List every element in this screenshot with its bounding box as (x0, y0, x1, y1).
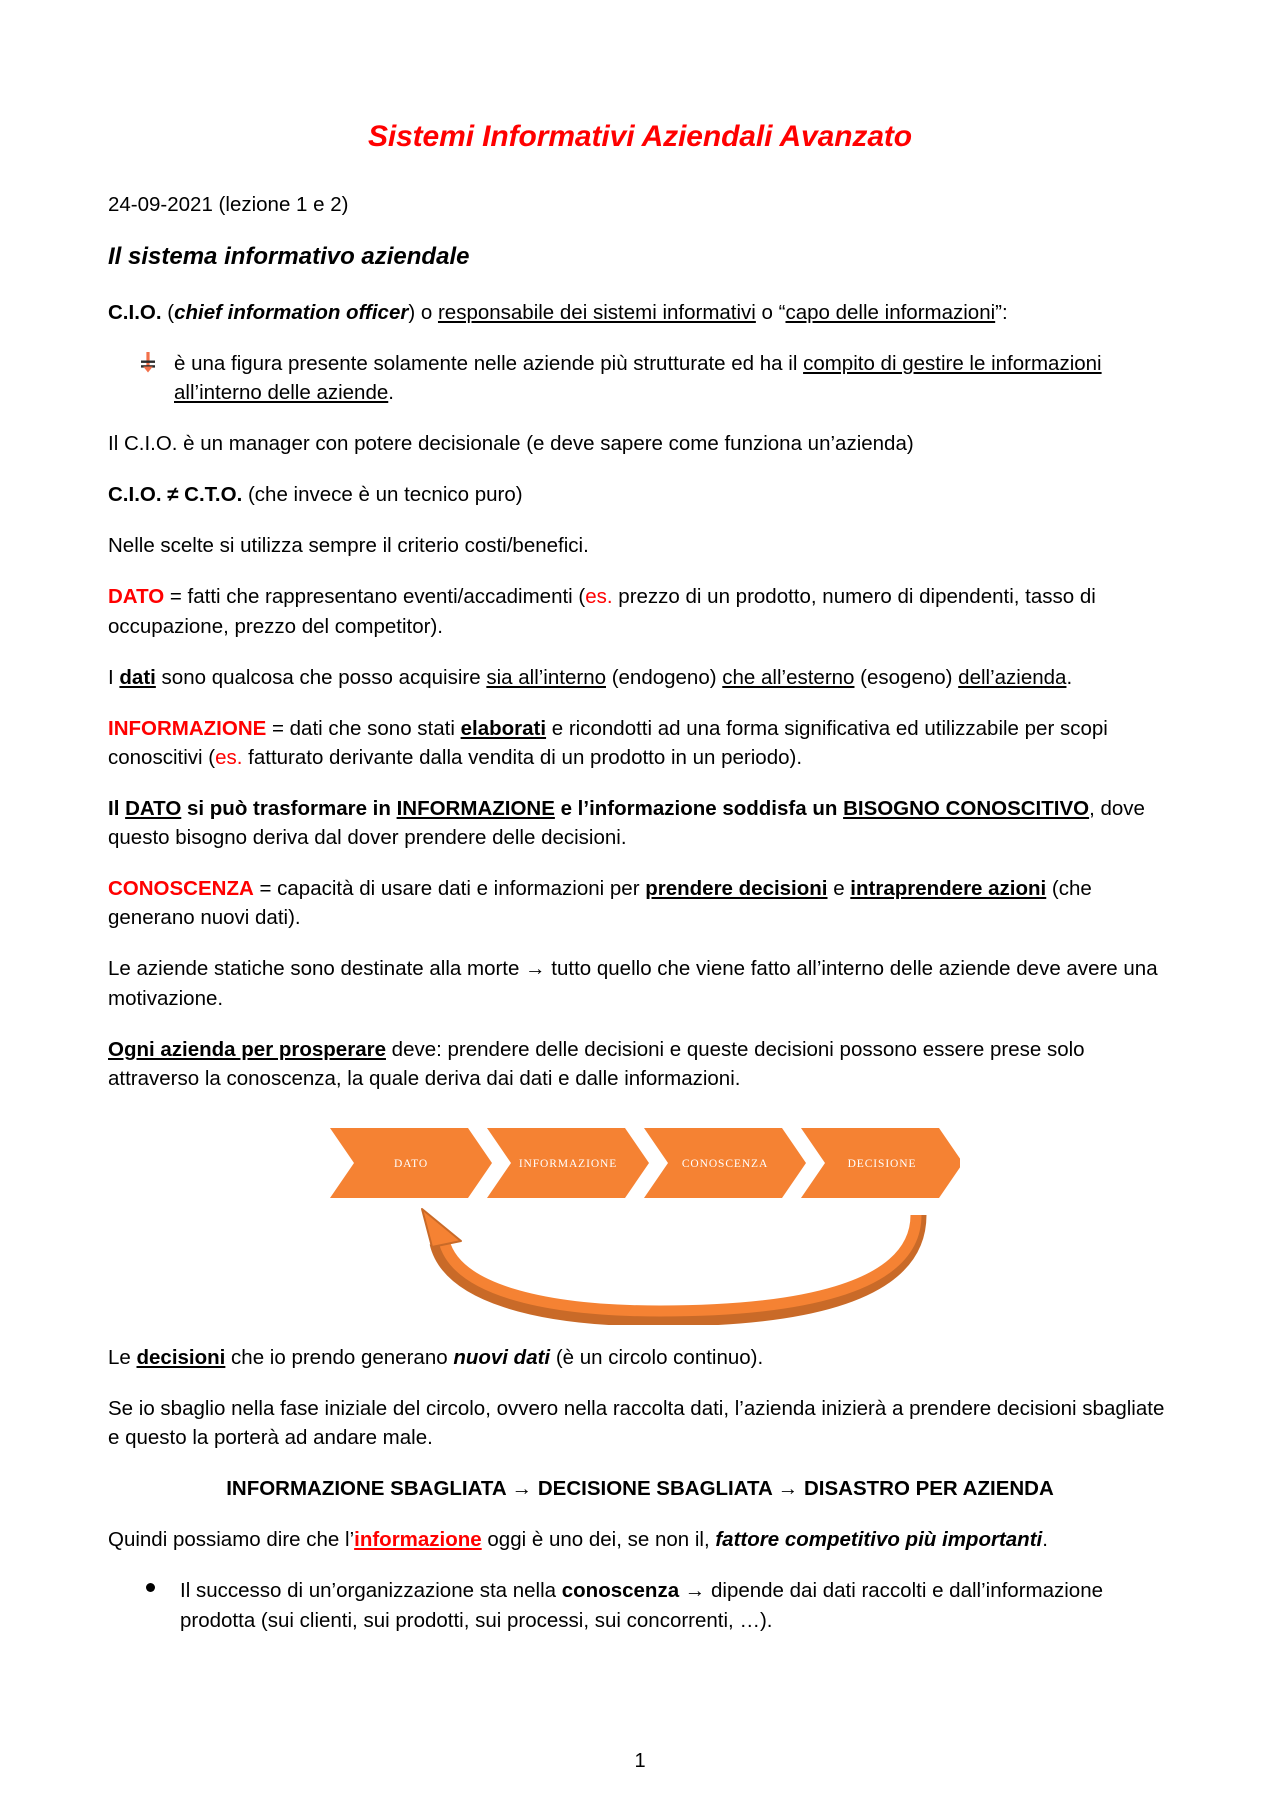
bullet-text-part1: è una figura presente solamente nelle aziende più strutturate ed ha il (174, 351, 804, 375)
decisioni-part-1: Le (108, 1345, 137, 1369)
trasf-informazione: INFORMAZIONE (396, 797, 555, 820)
chevron-dato (330, 1128, 492, 1198)
cio-bullet-list (108, 349, 1172, 407)
feedback-loop-arrow (422, 1209, 920, 1320)
cio-paren-close: ) o (408, 300, 438, 324)
prosperare-bold-underline: Ogni azienda per prosperare (108, 1037, 386, 1061)
cio-end: ”: (995, 300, 1008, 324)
con-prendere-decisioni: prendere decisioni (645, 877, 828, 901)
dato-def-2: prezzo di un prodotto, numero di dipendenti, tasso di occupazione, prezzo del competitor). (108, 585, 1096, 638)
con-intraprendere-azioni: intraprendere azioni (850, 877, 1047, 901)
chevron-decisione (801, 1128, 960, 1198)
cio-label: C.I.O. (108, 300, 162, 324)
info-def-3: fatturato derivante dalla vendita di un prodotto in un periodo). (242, 745, 803, 769)
manager-paragraph: Il C.I.O. è un manager con potere decisionale (e deve sapere come funziona un’azienda) (108, 432, 914, 456)
trasf-part-2: si può trasformare in (181, 797, 397, 820)
page-number: 1 (634, 1750, 646, 1772)
informazione-term: INFORMAZIONE (108, 716, 267, 740)
con-def-2: e (827, 877, 851, 901)
sbaglio-paragraph: Se io sbaglio nella fase iniziale del circolo, ovvero nella raccolta dati, l’azienda inizierà a prendere decisioni sbagliate e questo la porterà ad andare male. (108, 1396, 1165, 1450)
quindi-part-1: Quindi possiamo dire che l’ (108, 1528, 355, 1552)
successo-conoscenza: conoscenza (561, 1579, 680, 1603)
dati-mid-3: (esogeno) (854, 665, 959, 689)
dato-informazione-conoscenza-decisione-diagram (108, 1115, 1172, 1325)
con-def-3: (che generano nuovi dati). (108, 877, 1092, 930)
cio-definition-line (108, 298, 1172, 327)
cio-cto-paragraph (108, 480, 1172, 509)
aziende-statiche-paragraph: Le aziende statiche sono destinate alla morte → tutto quello che viene fatto all’interno delle aziende deve avere una motivazione. (108, 957, 1158, 1010)
conoscenza-paragraph (108, 874, 1172, 932)
trasf-dato: DATO (125, 797, 182, 820)
dato-term: DATO (108, 585, 165, 609)
quindi-informazione: informazione (354, 1528, 482, 1552)
down-arrow-bullet-icon (140, 351, 156, 373)
cio-cto-rest: (che invece è un tecnico puro) (242, 483, 523, 507)
dati-underline-1: sia all’interno (486, 665, 606, 689)
trasf-part-4: , dove questo bisogno deriva dal dover prendere delle decisioni. (108, 797, 1145, 850)
info-example-marker: es. (215, 745, 243, 769)
decisioni-paragraph (108, 1343, 1172, 1372)
successo-part-2: → dipende dai dati raccolti e dall’informazione prodotta (sui clienti, sui prodotti, sui processi, sui concorrenti, …). (180, 1579, 1104, 1633)
decisioni-part-3: (è un circolo continuo). (550, 1345, 764, 1369)
dato-paragraph (108, 582, 1172, 640)
trasf-part-3: e l’informazione soddisfa un (554, 797, 844, 820)
decisioni-nuovi-dati: nuovi dati (453, 1345, 551, 1369)
dati-bold: dati (119, 665, 156, 689)
chevron-label-2: CONOSCENZA (681, 1157, 769, 1170)
chevron-label-3: DECISIONE (847, 1157, 917, 1170)
quindi-part-2: oggi è uno dei, se non il, (481, 1528, 716, 1552)
section-heading: Il sistema informativo aziendale (108, 242, 470, 270)
dati-underline-2: che all’esterno (722, 665, 855, 689)
conoscenza-term: CONOSCENZA (108, 877, 254, 901)
cio-mid: o “ (755, 300, 786, 324)
successo-bullet-list (108, 1576, 1172, 1635)
date-line: 24-09-2021 (lezione 1 e 2) (108, 192, 349, 216)
chevron-label-0: DATO (393, 1157, 429, 1170)
chevron-label-1: INFORMAZIONE (518, 1157, 618, 1170)
dato-example-marker: es. (585, 585, 613, 609)
bullet-text-end: . (388, 381, 394, 405)
chevron-conoscenza (644, 1128, 806, 1198)
con-def-1: = capacità di usare dati e informazioni per (253, 877, 646, 901)
info-def-1: = dati che sono stati (266, 716, 461, 740)
info-def-2: e ricondotti ad una forma significativa ed utilizzabile per scopi conoscitivi ( (108, 716, 1108, 769)
dati-paragraph (108, 663, 1172, 692)
dati-underline-3: dell’azienda (958, 665, 1067, 689)
cio-paren-open: ( (161, 300, 175, 324)
trasf-part-1: Il (108, 797, 126, 820)
criterio-paragraph: Nelle scelte si utilizza sempre il criterio costi/benefici. (108, 534, 589, 558)
info-elaborati: elaborati (460, 716, 547, 740)
decisioni-bold-underline: decisioni (136, 1345, 226, 1369)
dati-pre: I (108, 665, 120, 689)
dato-def-1: = fatti che rappresentano eventi/accadimenti ( (164, 585, 586, 609)
decisioni-part-2: che io prendo generano (225, 1345, 454, 1369)
dati-mid-1: sono qualcosa che posso acquisire (155, 665, 487, 689)
cio-cto-bold: C.I.O. ≠ C.T.O. (108, 483, 243, 507)
chain-statement: INFORMAZIONE SBAGLIATA → DECISIONE SBAGLIATA → DISASTRO PER AZIENDA (226, 1477, 1054, 1501)
successo-part-1: Il successo di un’organizzazione sta nella (180, 1579, 562, 1603)
cio-alt-2: capo delle informazioni (785, 300, 996, 324)
bullet-dot-icon (146, 1583, 155, 1592)
cio-expansion: chief information officer (174, 300, 409, 324)
quindi-fattore-competitivo: fattore competitivo più importanti (715, 1528, 1043, 1552)
informazione-paragraph (108, 714, 1172, 772)
trasformazione-paragraph (108, 794, 1172, 852)
dati-end: . (1066, 665, 1073, 689)
quindi-paragraph (108, 1525, 1172, 1554)
quindi-part-3: . (1042, 1528, 1048, 1552)
process-flow-svg (320, 1115, 960, 1325)
dati-mid-2: (endogeno) (606, 665, 723, 689)
cio-alt-1: responsabile dei sistemi informativi (437, 300, 756, 324)
bullet-text-underlined: compito di gestire le informazioni all’interno delle aziende (174, 351, 1102, 405)
chevron-informazione (487, 1128, 649, 1198)
list-item (108, 1576, 1172, 1635)
list-item (108, 349, 1172, 407)
page-title: Sistemi Informativi Aziendali Avanzato (367, 120, 913, 153)
prosperare-rest: deve: prendere delle decisioni e queste decisioni possono essere prese solo attraverso la conoscenza, la quale deriva dai dati e dalle informazioni. (108, 1037, 1085, 1090)
trasf-bisogno-conoscitivo: BISOGNO CONOSCITIVO (843, 797, 1090, 820)
prosperare-paragraph (108, 1035, 1172, 1093)
